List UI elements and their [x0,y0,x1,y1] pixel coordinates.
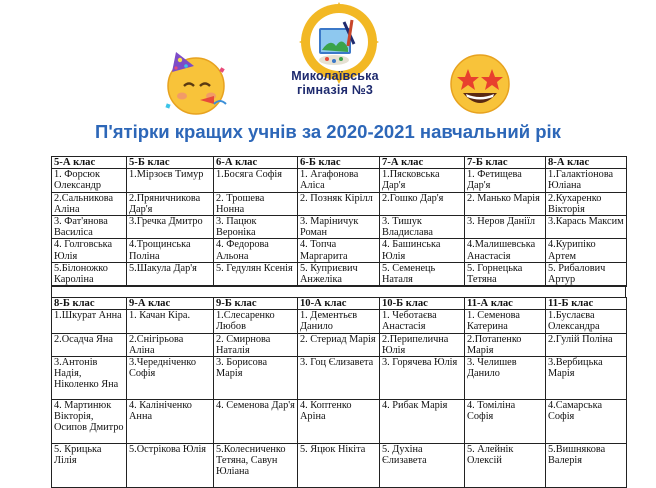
student-cell: 3. Челишев Данило [465,357,546,400]
student-cell: 3. Фат'янова Василіса [52,216,127,239]
student-cell: 3. Тишук Владислава [380,216,465,239]
table-row [52,444,627,488]
student-cell: 4. Калініченко Анна [127,400,214,444]
student-cell: 4. Рибак Марія [380,400,465,444]
table-grades-5-8 [51,156,627,287]
student-cell: 5. Алейнік Олексій [465,444,546,488]
student-cell: 3. Горячева Юлія [380,357,465,400]
student-cell: 1.Слесаренко Любов [214,310,298,333]
page-title: П'ятірки кращих учнів за 2020-2021 навчальний рік [95,121,561,142]
student-cell: 2.Снігірьова Аліна [127,333,214,356]
student-cell: 4. Семенова Дар'я [214,400,298,444]
student-cell: 5. Горнецька Тетяна [465,262,546,285]
student-cell: 3. Борисова Марія [214,357,298,400]
table-row [52,262,627,285]
student-cell: 1.Мірзоєв Тимур [127,169,214,192]
column-header: 7-Б клас [465,157,546,169]
student-cell: 3.Чередніченко Софія [127,357,214,400]
school-name-line2: гімназія №3 [296,83,374,97]
student-cell: 1. Семенова Катерина [465,310,546,333]
student-cell: 1. Форсюк Олександр [52,169,127,192]
table-row [52,216,627,239]
student-cell: 5.Білоножко Кароліна [52,262,127,285]
student-cell: 2.Потапенко Марія [465,333,546,356]
student-cell: 2.Гулій Поліна [546,333,627,356]
student-cell: 2.Перипелична Юлія [380,333,465,356]
table-header-row [52,298,627,310]
student-cell: 3. Маріничук Роман [298,216,380,239]
column-header: 6-А клас [214,157,298,169]
student-cell: 2. Смирнова Наталія [214,333,298,356]
star-struck-icon [444,46,516,118]
table-spacer [51,285,626,297]
student-cell: 1. Качан Кіра. [127,310,214,333]
student-cell: 3.Гречка Дмитро [127,216,214,239]
student-cell: 5.Шакула Дар'я [127,262,214,285]
school-name [270,69,400,97]
student-cell: 2. Трошева Нонна [214,192,298,215]
table-row [52,192,627,215]
column-header: 11-Б клас [546,298,627,310]
student-cell: 2.Пряничникова Дар'я [127,192,214,215]
student-cell: 1.Пясковська Дар'я [380,169,465,192]
column-header: 9-А клас [127,298,214,310]
student-cell: 1.Босяга Софія [214,169,298,192]
student-cell: 2.Сальникова Аліна [52,192,127,215]
table-row [52,239,627,262]
table-grades-8-11 [51,297,627,488]
column-header: 10-А клас [298,298,380,310]
student-cell: 4. Башинська Юлія [380,239,465,262]
student-cell: 2.Кухаренко Вікторія [546,192,627,215]
student-cell: 4.Самарська Софія [546,400,627,444]
column-header: 9-Б клас [214,298,298,310]
student-cell: 3. Гоц Єлизавета [298,357,380,400]
student-cell: 3. Неров Даніїл [465,216,546,239]
student-cell: 1.Шкурат Анна [52,310,127,333]
column-header: 5-А клас [52,157,127,169]
student-cell: 1. Агафонова Аліса [298,169,380,192]
student-cell: 1. Чеботаєва Анастасія [380,310,465,333]
table-header-row [52,157,627,169]
student-cell: 2. Манько Марія [465,192,546,215]
student-cell: 5. Духіна Єлизавета [380,444,465,488]
student-cell: 4.Курипіко Артем [546,239,627,262]
student-cell: 3. Пацюк Вероніка [214,216,298,239]
student-cell: 3.Карась Максим [546,216,627,239]
column-header: 7-А клас [380,157,465,169]
column-header: 10-Б клас [380,298,465,310]
column-header: 8-А клас [546,157,627,169]
student-cell: 5. Гедулян Ксенія [214,262,298,285]
column-header: 5-Б клас [127,157,214,169]
partying-face-icon [160,46,232,118]
student-cell: 4. Голговська Юлія [52,239,127,262]
student-cell: 4. Топча Маргарита [298,239,380,262]
column-header: 11-А клас [465,298,546,310]
student-cell: 2.Осадча Яна [52,333,127,356]
student-cell: 3.Вербицька Марія [546,357,627,400]
table-row [52,310,627,333]
student-cell: 5. Куприєвич Анжеліка [298,262,380,285]
table-row [52,357,627,400]
student-cell: 4.Малишевська Анастасія [465,239,546,262]
student-cell: 5.Острікова Юлія [127,444,214,488]
page-header [0,0,656,152]
student-cell: 1.Галактіонова Юліана [546,169,627,192]
column-header: 8-Б клас [52,298,127,310]
student-cell: 5.Вишнякова Валерія [546,444,627,488]
student-cell: 4. Томіліна Софія [465,400,546,444]
student-cell: 5. Семенець Наталя [380,262,465,285]
student-cell: 1. Дементьєв Данило [298,310,380,333]
table-row [52,169,627,192]
student-cell: 4.Трощинська Поліна [127,239,214,262]
student-cell: 1.Буслаєва Олександра [546,310,627,333]
student-cell: 5. Крицька Лілія [52,444,127,488]
student-cell: 4. Мартинюк Вікторія, Осипов Дмитро [52,400,127,444]
student-cell: 5. Яцюк Нікіта [298,444,380,488]
school-name-line1: Миколаївська [291,69,379,83]
student-cell: 4. Федорова Альона [214,239,298,262]
column-header: 6-Б клас [298,157,380,169]
student-cell: 1. Фетищева Дар'я [465,169,546,192]
student-cell: 4. Коптенко Аріна [298,400,380,444]
table-row [52,333,627,356]
student-cell: 2.Гошко Дар'я [380,192,465,215]
student-cell: 2. Стериад Марія [298,333,380,356]
student-cell: 2. Позняк Кірілл [298,192,380,215]
student-cell: 5.Колесниченко Тетяна, Савун Юліана [214,444,298,488]
student-cell: 3.Антонів Надія, Ніколенко Яна [52,357,127,400]
table-row [52,400,627,444]
student-cell: 5. Рибалович Артур [546,262,627,285]
